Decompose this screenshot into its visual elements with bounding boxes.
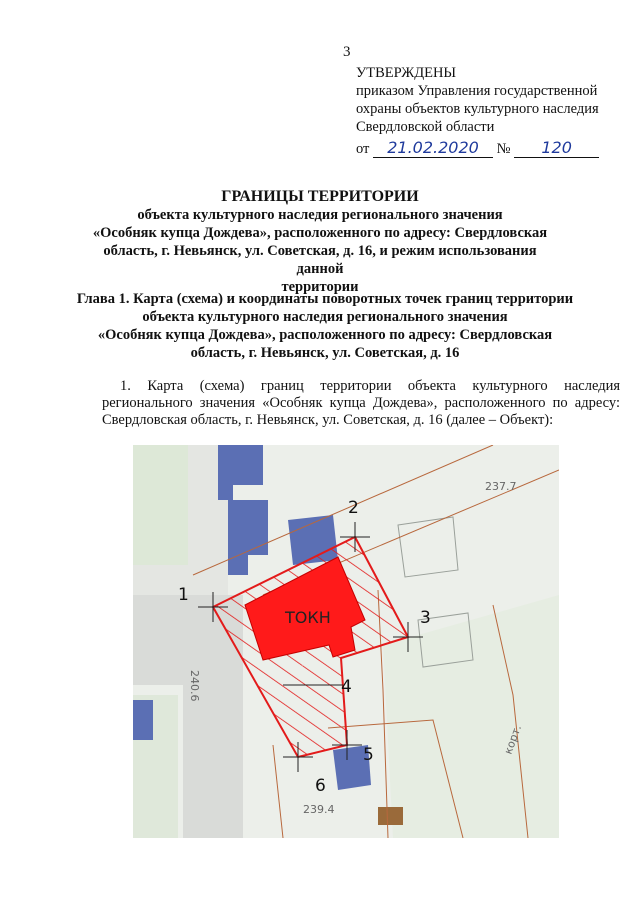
approval-line-3: Свердловской области: [356, 119, 495, 135]
chapter-line-3: «Особняк купца Дождева», расположенного по адресу: Свердловская: [97, 327, 553, 343]
document-title: [80, 188, 560, 296]
title-line-3: «Особняк купца Дождева», расположенного по адресу: Свердловская: [92, 225, 548, 241]
point-label-6: 6: [315, 776, 326, 796]
title-line-2: объекта культурного наследия регионального значения: [137, 207, 503, 223]
point-label-3: 3: [420, 608, 431, 628]
object-label: ТОКН: [285, 608, 331, 627]
point-label-1: 1: [178, 585, 189, 605]
map-svg: [133, 445, 559, 838]
approval-heading: УТВЕРЖДЕНЫ: [356, 65, 457, 81]
point-label-4: 4: [341, 677, 352, 697]
chapter-line-1: Глава 1. Карта (схема) и координаты поворотных точек границ территории: [76, 291, 574, 307]
page-number: 3: [343, 44, 351, 60]
chapter-heading: [75, 290, 575, 362]
chapter-line-2: объекта культурного наследия регионального значения: [142, 309, 508, 325]
point-label-5: 5: [363, 745, 374, 765]
elevation-label-1: 237.7: [485, 480, 517, 493]
title-line-4: область, г. Невьянск, ул. Советская, д. 16, и режим использования данной: [103, 243, 537, 277]
approval-line-1: приказом Управления государственной: [356, 83, 598, 99]
number-prefix: №: [496, 141, 511, 157]
handwritten-date: 21.02.2020: [373, 138, 493, 158]
approval-block: [356, 64, 626, 136]
point-label-2: 2: [348, 498, 359, 518]
elevation-label-2: 239.4: [303, 803, 335, 816]
paragraph-1: 1. Карта (схема) границ территории объекта культурного наследия регионального значения «Особняк купца Дождева», расположенного по адресу: Свердловская область, г. Невьянск, ул. Советская, д. 16 (далее – Объект):: [102, 378, 620, 428]
building-4: [133, 700, 153, 740]
green-area-1: [133, 445, 188, 565]
title-line-1: ГРАНИЦЫ ТЕРРИТОРИИ: [221, 188, 419, 205]
title-line-5: территории: [281, 279, 359, 295]
elevation-label-3: 240.6: [188, 670, 201, 702]
small-structure: [378, 807, 403, 825]
handwritten-number: 120: [514, 138, 599, 158]
road-label: корт.: [501, 723, 525, 757]
date-prefix: от: [356, 141, 370, 157]
approval-date-number-row: [356, 138, 599, 158]
approval-line-2: охраны объектов культурного наследия: [356, 101, 599, 117]
chapter-line-4: область, г. Невьянск, ул. Советская, д. 16: [190, 345, 460, 361]
boundary-map: [133, 445, 559, 838]
